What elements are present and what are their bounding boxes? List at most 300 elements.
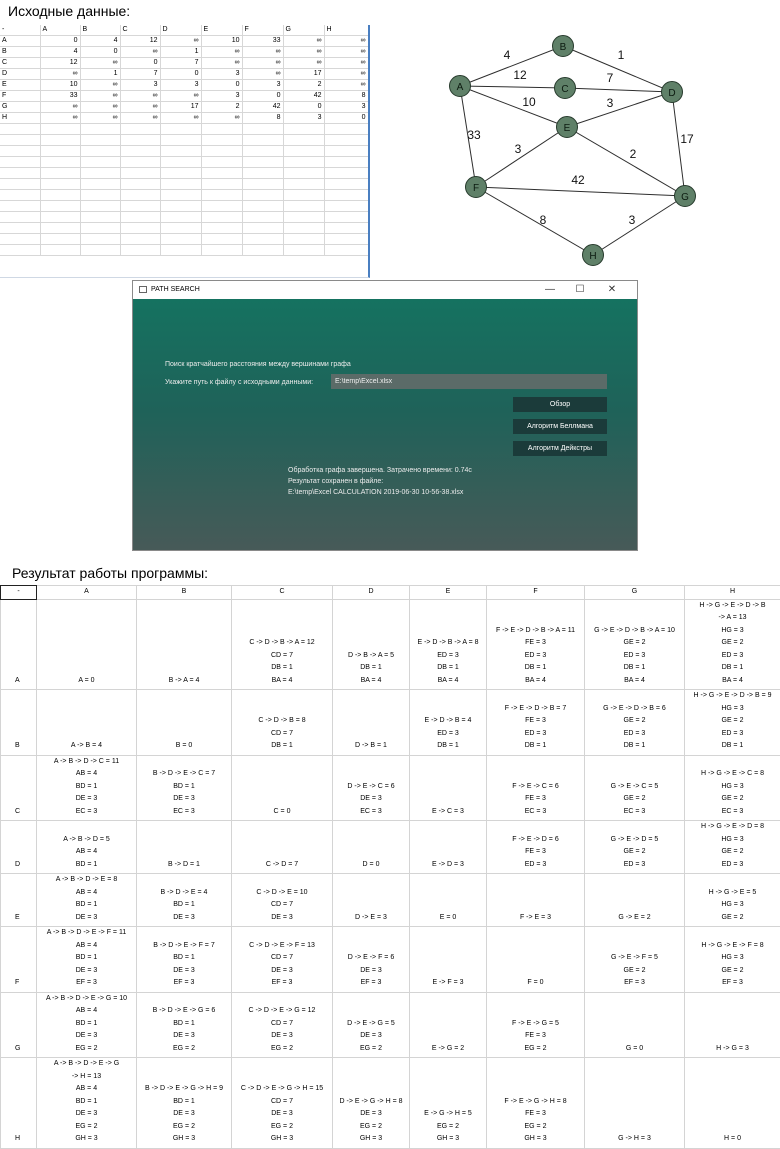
sheet-cell[interactable] [120, 245, 160, 256]
result-cell[interactable] [333, 1058, 410, 1149]
result-cell[interactable] [232, 690, 333, 756]
result-cell[interactable] [410, 599, 487, 690]
sheet-cell[interactable] [0, 179, 40, 190]
sheet-cell[interactable]: 12 [40, 58, 80, 69]
result-cell[interactable] [685, 821, 780, 874]
sheet-cell[interactable] [201, 223, 242, 234]
result-spreadsheet[interactable] [0, 585, 780, 1149]
sheet-cell[interactable] [160, 190, 201, 201]
result-header-cell[interactable]: - [1, 586, 37, 600]
sheet-cell[interactable]: 0 [324, 113, 368, 124]
sheet-cell[interactable] [80, 179, 120, 190]
sheet-cell[interactable] [201, 157, 242, 168]
sheet-cell[interactable] [324, 124, 368, 135]
result-cell-line: H -> G -> E -> D -> B [685, 600, 780, 613]
sheet-cell[interactable] [120, 124, 160, 135]
result-cell-line: DE = 3 [37, 965, 136, 978]
sheet-cell[interactable]: 4 [40, 47, 80, 58]
result-cell[interactable] [487, 1058, 585, 1149]
sheet-cell[interactable]: E [0, 80, 40, 91]
sheet-cell[interactable]: 2 [201, 102, 242, 113]
browse-button[interactable]: Обзор [513, 397, 607, 412]
sheet-cell[interactable]: ∞ [120, 113, 160, 124]
sheet-cell[interactable] [160, 157, 201, 168]
result-cell-line: ED = 3 [585, 650, 684, 663]
sheet-cell[interactable]: 1 [160, 47, 201, 58]
sheet-cell[interactable]: 3 [201, 91, 242, 102]
sheet-cell[interactable] [283, 135, 324, 146]
result-header-cell[interactable]: B [137, 586, 232, 600]
sheet-cell[interactable] [40, 223, 80, 234]
sheet-cell[interactable] [324, 146, 368, 157]
result-cell[interactable] [137, 927, 232, 993]
result-cell[interactable] [333, 755, 410, 821]
sheet-cell[interactable] [80, 201, 120, 212]
sheet-cell[interactable] [201, 201, 242, 212]
sheet-cell[interactable]: ∞ [242, 58, 283, 69]
minimize-button[interactable]: — [535, 282, 565, 298]
sheet-cell[interactable] [324, 135, 368, 146]
result-cell[interactable] [685, 992, 780, 1058]
graph-edge-fe [476, 127, 567, 187]
sheet-cell[interactable] [40, 190, 80, 201]
sheet-cell[interactable] [120, 212, 160, 223]
result-row-label[interactable]: E [1, 874, 37, 927]
result-cell[interactable] [232, 927, 333, 993]
result-cell[interactable] [685, 690, 780, 756]
bellman-button[interactable]: Алгоритм Беллмана [513, 419, 607, 434]
result-cell[interactable] [410, 1058, 487, 1149]
result-cell[interactable] [333, 599, 410, 690]
sheet-cell[interactable]: 3 [120, 80, 160, 91]
result-cell[interactable] [487, 821, 585, 874]
sheet-cell[interactable] [120, 223, 160, 234]
sheet-cell[interactable] [283, 245, 324, 256]
sheet-cell[interactable]: 17 [283, 69, 324, 80]
sheet-cell[interactable] [201, 234, 242, 245]
sheet-cell[interactable]: 0 [242, 91, 283, 102]
sheet-cell[interactable] [0, 245, 40, 256]
sheet-empty-row [0, 124, 368, 135]
result-cell[interactable] [410, 927, 487, 993]
result-cell[interactable] [37, 1058, 137, 1149]
sheet-cell[interactable]: D [0, 69, 40, 80]
sheet-cell[interactable] [0, 212, 40, 223]
result-cell[interactable] [137, 690, 232, 756]
sheet-cell[interactable]: 4 [80, 36, 120, 47]
sheet-cell[interactable]: ∞ [201, 58, 242, 69]
sheet-cell[interactable] [160, 135, 201, 146]
result-row-label[interactable]: D [1, 821, 37, 874]
sheet-cell[interactable]: ∞ [283, 58, 324, 69]
result-cell[interactable] [232, 874, 333, 927]
sheet-cell[interactable] [40, 135, 80, 146]
sheet-cell[interactable] [0, 168, 40, 179]
result-cell-line: C -> D -> B -> A = 12 [232, 637, 332, 650]
result-cell[interactable] [333, 992, 410, 1058]
sheet-cell[interactable]: H [0, 113, 40, 124]
sheet-cell[interactable] [201, 179, 242, 190]
result-cell[interactable] [137, 821, 232, 874]
result-header-cell[interactable]: E [410, 586, 487, 600]
sheet-cell[interactable]: 1 [80, 69, 120, 80]
sheet-cell[interactable] [40, 234, 80, 245]
result-cell[interactable] [232, 1058, 333, 1149]
sheet-cell[interactable] [0, 201, 40, 212]
result-header-cell[interactable]: H [685, 586, 780, 600]
sheet-cell[interactable]: ∞ [242, 69, 283, 80]
sheet-cell[interactable]: D [160, 25, 201, 36]
sheet-cell[interactable] [0, 190, 40, 201]
result-cell[interactable] [585, 992, 685, 1058]
sheet-cell[interactable]: A [40, 25, 80, 36]
result-cell[interactable] [37, 874, 137, 927]
result-cell[interactable] [487, 690, 585, 756]
sheet-cell[interactable] [324, 168, 368, 179]
close-button[interactable]: ✕ [597, 282, 627, 298]
sheet-cell[interactable] [80, 168, 120, 179]
sheet-cell[interactable]: 8 [242, 113, 283, 124]
sheet-cell[interactable] [283, 201, 324, 212]
sheet-cell[interactable] [80, 234, 120, 245]
sheet-cell[interactable] [80, 190, 120, 201]
sheet-cell[interactable] [120, 201, 160, 212]
result-header-cell[interactable]: C [232, 586, 333, 600]
sheet-cell[interactable]: G [0, 102, 40, 113]
result-cell[interactable] [232, 992, 333, 1058]
sheet-cell[interactable] [120, 135, 160, 146]
sheet-cell[interactable]: C [120, 25, 160, 36]
result-row-label[interactable]: B [1, 690, 37, 756]
sheet-cell[interactable]: 0 [80, 47, 120, 58]
sheet-cell[interactable]: ∞ [40, 113, 80, 124]
result-cell[interactable] [410, 821, 487, 874]
sheet-cell[interactable] [283, 223, 324, 234]
result-cell-line: E -> D -> B = 4 [410, 715, 486, 728]
result-cell[interactable] [137, 874, 232, 927]
result-cell[interactable] [487, 755, 585, 821]
sheet-cell[interactable] [283, 157, 324, 168]
sheet-cell[interactable] [283, 212, 324, 223]
result-cell[interactable] [410, 992, 487, 1058]
sheet-row [0, 80, 368, 91]
sheet-cell[interactable]: 10 [40, 80, 80, 91]
result-cell[interactable] [585, 1058, 685, 1149]
sheet-cell[interactable]: ∞ [80, 102, 120, 113]
result-cell[interactable] [37, 927, 137, 993]
result-cell[interactable] [232, 755, 333, 821]
sheet-cell[interactable] [242, 157, 283, 168]
sheet-cell[interactable] [120, 234, 160, 245]
result-cell[interactable] [37, 755, 137, 821]
sheet-cell[interactable]: ∞ [80, 58, 120, 69]
sheet-cell[interactable]: ∞ [80, 91, 120, 102]
sheet-cell[interactable] [160, 168, 201, 179]
result-cell[interactable] [333, 874, 410, 927]
sheet-cell[interactable]: 8 [324, 91, 368, 102]
sheet-cell[interactable]: C [0, 58, 40, 69]
sheet-cell[interactable] [324, 223, 368, 234]
result-cell-line: G -> E -> D -> B -> A = 10 [585, 625, 684, 638]
graph-edge-ac [460, 86, 565, 88]
result-cell[interactable] [585, 690, 685, 756]
sheet-cell[interactable]: ∞ [324, 80, 368, 91]
sheet-cell[interactable] [160, 245, 201, 256]
sheet-cell[interactable] [242, 245, 283, 256]
result-cell[interactable] [487, 599, 585, 690]
result-cell[interactable] [585, 874, 685, 927]
sheet-cell[interactable] [160, 201, 201, 212]
sheet-cell[interactable]: G [283, 25, 324, 36]
sheet-cell[interactable] [242, 234, 283, 245]
sheet-cell[interactable] [40, 201, 80, 212]
sheet-cell[interactable] [40, 245, 80, 256]
result-cell[interactable] [232, 821, 333, 874]
sheet-cell[interactable] [201, 190, 242, 201]
sheet-empty-row [0, 223, 368, 234]
sheet-cell[interactable] [40, 212, 80, 223]
sheet-cell[interactable]: 3 [242, 80, 283, 91]
sheet-cell[interactable]: B [80, 25, 120, 36]
sheet-cell[interactable] [40, 146, 80, 157]
result-cell[interactable] [37, 821, 137, 874]
sheet-cell[interactable]: ∞ [201, 113, 242, 124]
sheet-cell[interactable] [0, 124, 40, 135]
result-cell[interactable] [487, 927, 585, 993]
sheet-cell[interactable] [80, 245, 120, 256]
sheet-cell[interactable] [80, 146, 120, 157]
sheet-cell[interactable]: 0 [160, 69, 201, 80]
sheet-cell[interactable] [80, 124, 120, 135]
sheet-cell[interactable] [201, 124, 242, 135]
sheet-cell[interactable] [242, 201, 283, 212]
sheet-cell[interactable] [0, 157, 40, 168]
sheet-cell[interactable] [324, 245, 368, 256]
sheet-cell[interactable] [0, 135, 40, 146]
path-search-window[interactable] [132, 280, 638, 551]
sheet-cell[interactable]: - [0, 25, 40, 36]
sheet-cell[interactable]: E [201, 25, 242, 36]
result-cell-line: BD = 1 [37, 781, 136, 794]
result-cell[interactable] [37, 992, 137, 1058]
sheet-cell[interactable] [160, 179, 201, 190]
sheet-cell[interactable] [120, 190, 160, 201]
result-cell-line: EG = 2 [232, 1121, 332, 1134]
sheet-cell[interactable] [283, 234, 324, 245]
result-cell[interactable] [487, 874, 585, 927]
result-cell[interactable] [410, 690, 487, 756]
sheet-cell[interactable]: ∞ [201, 47, 242, 58]
sheet-cell[interactable]: 10 [201, 36, 242, 47]
sheet-cell[interactable] [80, 223, 120, 234]
sheet-cell[interactable]: ∞ [80, 80, 120, 91]
result-cell[interactable] [333, 927, 410, 993]
sheet-cell[interactable]: F [0, 91, 40, 102]
result-row [1, 874, 780, 927]
sheet-cell[interactable]: 3 [160, 80, 201, 91]
sheet-cell[interactable]: ∞ [120, 91, 160, 102]
result-row-label[interactable]: F [1, 927, 37, 993]
sheet-cell[interactable]: ∞ [324, 47, 368, 58]
sheet-cell[interactable]: ∞ [242, 47, 283, 58]
sheet-cell[interactable] [324, 234, 368, 245]
sheet-cell[interactable] [242, 135, 283, 146]
sheet-cell[interactable]: 0 [40, 36, 80, 47]
sheet-cell[interactable] [80, 135, 120, 146]
sheet-cell[interactable] [242, 190, 283, 201]
result-header-cell[interactable]: D [333, 586, 410, 600]
sheet-cell[interactable]: 0 [120, 58, 160, 69]
result-cell[interactable] [333, 690, 410, 756]
sheet-cell[interactable] [201, 168, 242, 179]
sheet-cell[interactable]: 3 [201, 69, 242, 80]
result-cell[interactable] [487, 992, 585, 1058]
sheet-cell[interactable] [242, 223, 283, 234]
sheet-cell[interactable]: 42 [242, 102, 283, 113]
result-cell[interactable] [585, 821, 685, 874]
sheet-cell[interactable]: ∞ [160, 36, 201, 47]
sheet-cell[interactable]: ∞ [324, 58, 368, 69]
sheet-cell[interactable] [0, 223, 40, 234]
result-cell[interactable] [37, 690, 137, 756]
sheet-cell[interactable] [120, 146, 160, 157]
sheet-cell[interactable]: 2 [283, 80, 324, 91]
sheet-cell[interactable] [283, 124, 324, 135]
result-cell-line: F -> E -> D -> B = 7 [487, 703, 584, 716]
sheet-cell[interactable] [40, 168, 80, 179]
sheet-cell[interactable]: 7 [160, 58, 201, 69]
input-spreadsheet[interactable] [0, 25, 370, 278]
result-cell[interactable] [685, 874, 780, 927]
graph-node-label: H [589, 251, 596, 262]
sheet-cell[interactable]: ∞ [160, 113, 201, 124]
result-cell[interactable] [333, 821, 410, 874]
sheet-cell[interactable]: ∞ [283, 36, 324, 47]
result-header-cell[interactable]: G [585, 586, 685, 600]
result-cell[interactable] [410, 874, 487, 927]
result-cell[interactable] [585, 755, 685, 821]
sheet-cell[interactable]: 3 [283, 113, 324, 124]
result-cell[interactable] [232, 599, 333, 690]
sheet-cell[interactable]: 33 [242, 36, 283, 47]
result-cell[interactable] [410, 755, 487, 821]
sheet-cell[interactable]: F [242, 25, 283, 36]
sheet-cell[interactable]: 12 [120, 36, 160, 47]
file-path-input[interactable] [331, 374, 607, 389]
sheet-cell[interactable]: 3 [324, 102, 368, 113]
result-cell[interactable] [137, 755, 232, 821]
sheet-cell[interactable] [160, 223, 201, 234]
sheet-cell[interactable]: 33 [40, 91, 80, 102]
result-cell[interactable] [685, 599, 780, 690]
sheet-cell[interactable] [160, 146, 201, 157]
sheet-cell[interactable] [120, 168, 160, 179]
result-cell[interactable] [685, 1058, 780, 1149]
sheet-cell[interactable]: 7 [120, 69, 160, 80]
sheet-cell[interactable]: 42 [283, 91, 324, 102]
sheet-cell[interactable] [324, 190, 368, 201]
result-cell[interactable] [37, 599, 137, 690]
sheet-cell[interactable] [283, 168, 324, 179]
result-cell[interactable] [137, 1058, 232, 1149]
sheet-cell[interactable]: ∞ [324, 36, 368, 47]
result-row-label[interactable]: H [1, 1058, 37, 1149]
sheet-cell[interactable]: ∞ [120, 102, 160, 113]
result-cell[interactable] [137, 599, 232, 690]
sheet-cell[interactable] [283, 146, 324, 157]
result-cell[interactable] [585, 599, 685, 690]
sheet-cell[interactable]: ∞ [40, 102, 80, 113]
sheet-cell[interactable] [201, 212, 242, 223]
result-cell-line: FE = 3 [487, 715, 584, 728]
sheet-cell[interactable] [80, 212, 120, 223]
maximize-button[interactable]: ☐ [565, 282, 595, 298]
dijkstra-button[interactable]: Алгоритм Дейкстры [513, 441, 607, 456]
sheet-cell[interactable]: ∞ [120, 47, 160, 58]
result-row-label[interactable]: A [1, 599, 37, 690]
result-cell-line: BD = 1 [137, 1018, 231, 1031]
result-row-label[interactable]: G [1, 992, 37, 1058]
sheet-cell[interactable]: 17 [160, 102, 201, 113]
sheet-cell[interactable] [242, 212, 283, 223]
sheet-cell[interactable] [201, 146, 242, 157]
sheet-cell[interactable] [201, 245, 242, 256]
sheet-cell[interactable]: 0 [283, 102, 324, 113]
sheet-cell[interactable] [324, 212, 368, 223]
sheet-cell[interactable] [160, 212, 201, 223]
sheet-cell[interactable] [40, 157, 80, 168]
sheet-cell[interactable] [160, 234, 201, 245]
sheet-cell[interactable] [283, 190, 324, 201]
sheet-cell[interactable]: ∞ [324, 69, 368, 80]
sheet-cell[interactable] [324, 201, 368, 212]
result-cell[interactable] [685, 927, 780, 993]
sheet-cell[interactable] [120, 179, 160, 190]
result-header-cell[interactable]: A [37, 586, 137, 600]
sheet-cell[interactable]: H [324, 25, 368, 36]
window-titlebar[interactable] [133, 281, 637, 299]
sheet-cell[interactable]: ∞ [80, 113, 120, 124]
sheet-cell[interactable] [0, 146, 40, 157]
sheet-cell[interactable] [40, 179, 80, 190]
result-cell[interactable] [137, 992, 232, 1058]
result-cell[interactable] [585, 927, 685, 993]
sheet-cell[interactable]: A [0, 36, 40, 47]
sheet-cell[interactable] [201, 135, 242, 146]
sheet-cell[interactable]: ∞ [40, 69, 80, 80]
sheet-cell[interactable]: B [0, 47, 40, 58]
sheet-cell[interactable] [120, 157, 160, 168]
result-cell-line: GE = 2 [685, 912, 780, 925]
sheet-cell[interactable] [80, 157, 120, 168]
sheet-cell[interactable]: ∞ [160, 91, 201, 102]
result-row-label[interactable]: C [1, 755, 37, 821]
sheet-cell[interactable]: 0 [201, 80, 242, 91]
sheet-cell[interactable] [160, 124, 201, 135]
sheet-cell[interactable] [324, 179, 368, 190]
sheet-cell[interactable] [242, 146, 283, 157]
sheet-cell[interactable] [283, 179, 324, 190]
sheet-cell[interactable]: ∞ [283, 47, 324, 58]
result-header-cell[interactable]: F [487, 586, 585, 600]
sheet-cell[interactable] [0, 234, 40, 245]
sheet-cell[interactable] [40, 124, 80, 135]
sheet-cell[interactable] [324, 157, 368, 168]
sheet-cell[interactable] [242, 168, 283, 179]
sheet-cell[interactable] [242, 179, 283, 190]
result-cell[interactable] [685, 755, 780, 821]
sheet-cell[interactable] [242, 124, 283, 135]
